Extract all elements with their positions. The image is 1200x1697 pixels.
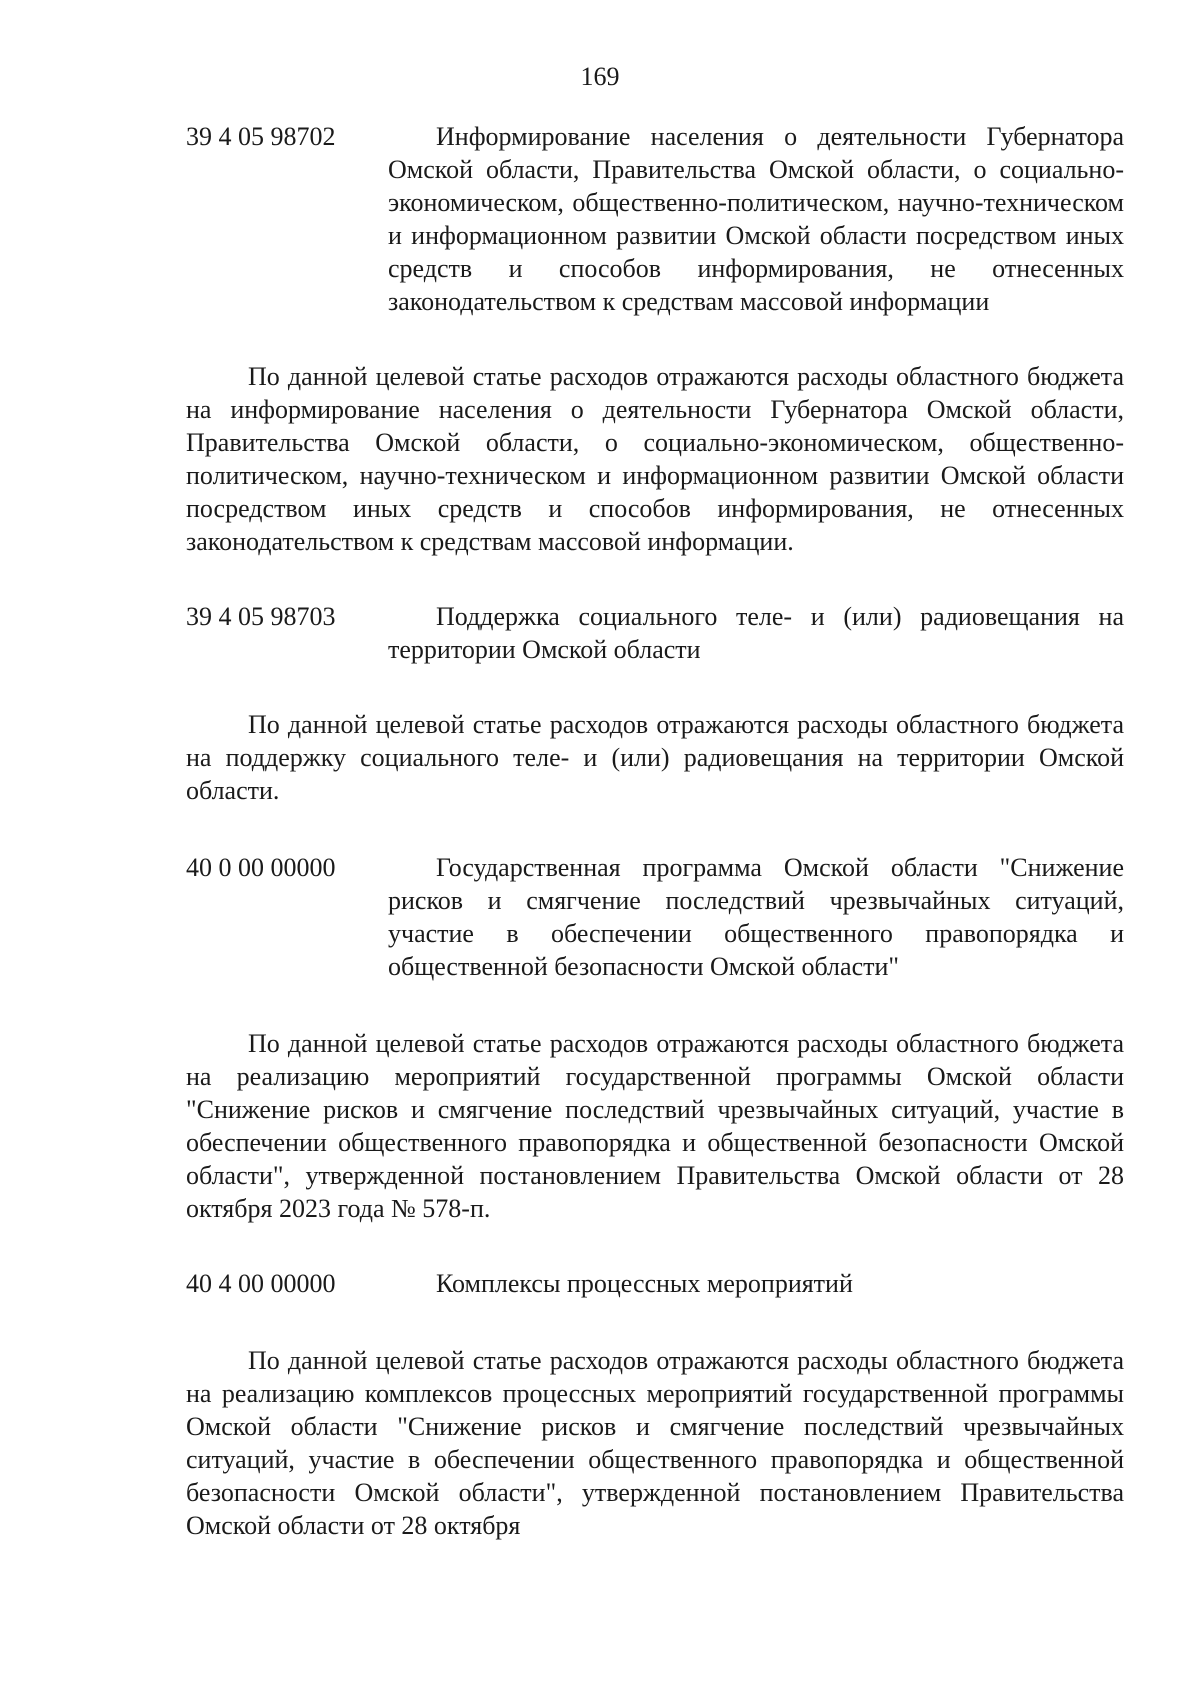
budget-entry: [186, 1267, 1124, 1300]
budget-code: 40 4 00 00000: [186, 1269, 336, 1298]
document-body: [186, 120, 1124, 1542]
budget-entry-description: По данной целевой статье расходов отражаются расходы областного бюджета на информирование населения о деятельности Губернатора Омской области, Правительства Омской области, о социально-экономическом, общественно-политическом, научно-техническом и информационном развитии Омской области посредством иных средств и способов информирования, не отнесенных законодательством к средствам массовой информации.: [186, 362, 1124, 556]
budget-entry-description: По данной целевой статье расходов отражаются расходы областного бюджета на реализацию комплексов процессных мероприятий государственной программы Омской области "Снижение рисков и смягчение последствий чрезвычайных ситуаций, участие в обеспечении общественного правопорядка и общественной безопасности Омской области", утвержденной постановлением Правительства Омской области от 28 октября: [186, 1346, 1124, 1540]
budget-code: 39 4 05 98702: [186, 122, 336, 151]
budget-entry-title: Комплексы процессных мероприятий: [436, 1269, 853, 1298]
budget-entry: [186, 120, 1124, 318]
budget-entry: [186, 600, 1124, 666]
budget-entry-description: По данной целевой статье расходов отражаются расходы областного бюджета на поддержку социального теле- и (или) радиовещания на территории Омской области.: [186, 710, 1124, 805]
budget-code: 39 4 05 98703: [186, 602, 336, 631]
budget-entry-title: Информирование населения о деятельности Губернатора Омской области, Правительства Омской области, о социально-экономическом, общественно-политическом, научно-техническом и информационном развитии Омской области посредством иных средств и способов информирования, не отнесенных законодательством к средствам массовой информации: [388, 122, 1124, 316]
budget-entry: [186, 851, 1124, 983]
budget-entry-description: По данной целевой статье расходов отражаются расходы областного бюджета на реализацию мероприятий государственной программы Омской области "Снижение рисков и смягчение последствий чрезвычайных ситуаций, участие в обеспечении общественного правопорядка и общественной безопасности Омской области", утвержденной постановлением Правительства Омской области от 28 октября 2023 года № 578-п.: [186, 1029, 1124, 1223]
budget-code: 40 0 00 00000: [186, 853, 336, 882]
page-number: 169: [580, 62, 620, 91]
budget-entry-title: Поддержка социального теле- и (или) радиовещания на территории Омской области: [388, 602, 1124, 664]
budget-entry-title: Государственная программа Омской области "Снижение рисков и смягчение последствий чрезвычайных ситуаций, участие в обеспечении общественного правопорядка и общественной безопасности Омской области": [388, 853, 1124, 981]
